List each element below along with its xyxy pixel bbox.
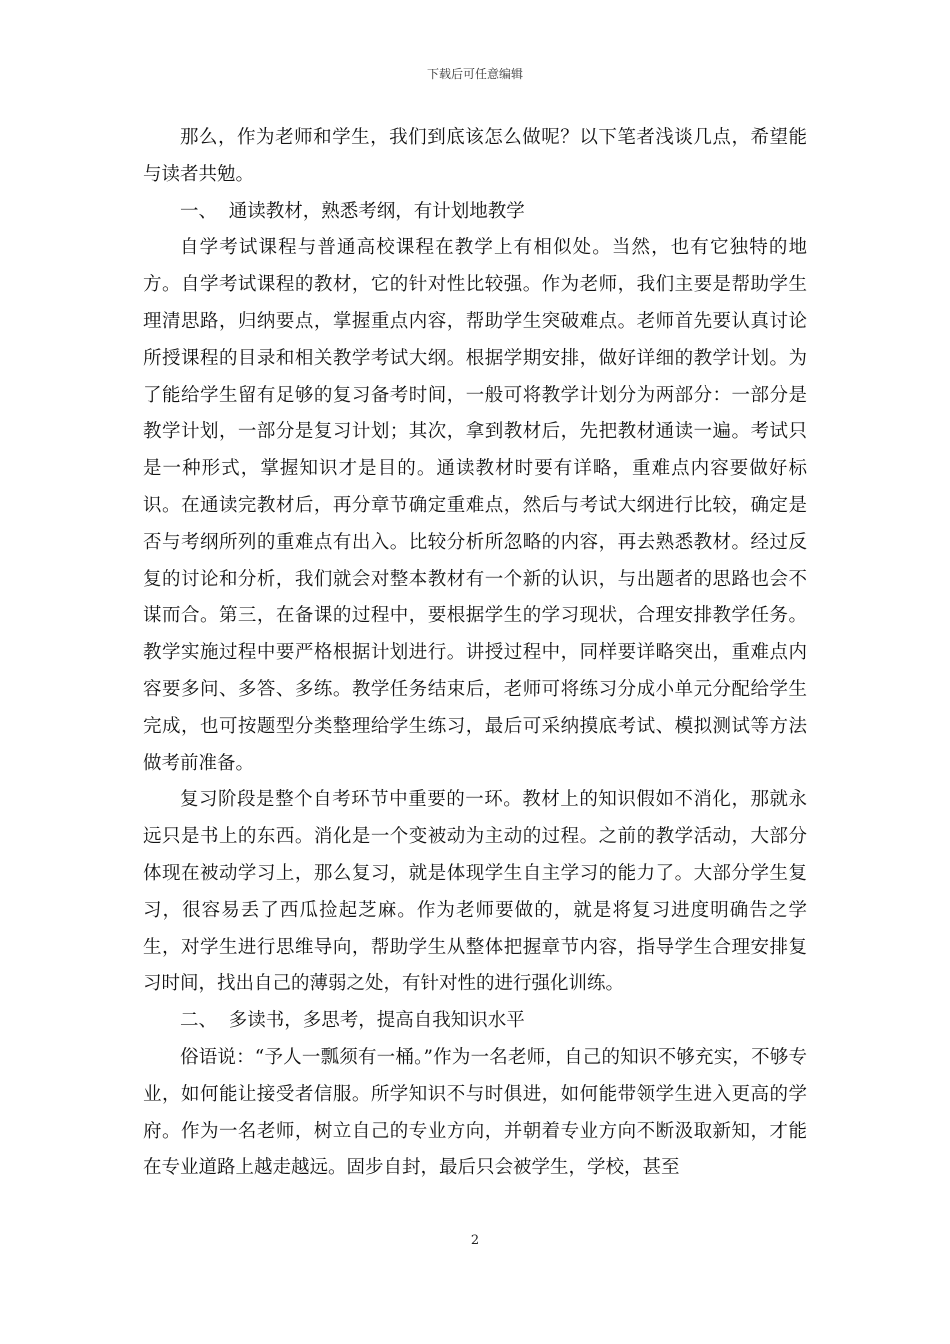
paragraph-section-2-a: 俗语说：“予人一瓢须有一桶。”作为一名老师，自己的知识不够充实，不够专业，如何能让接受者信服。所学知识不与时俱进，如何能带领学生进入更高的学府。作为一名老师，树立自己的专业方向，并朝着专业方向不断汲取新知，才能在专业道路上越走越远。固步自封，最后只会被学生，学校，甚至 [143, 1046, 807, 1179]
page-header: 下载后可任意编辑 [426, 67, 523, 81]
page-number: 2 [470, 1233, 480, 1248]
section-heading-1: 一、 通读教材，熟悉考纲，有计划地教学 [180, 200, 525, 222]
paragraph-intro: 那么，作为老师和学生，我们到底该怎么做呢？以下笔者浅谈几点，希望能与读者共勉。 [143, 127, 807, 185]
document-body [143, 120, 807, 1187]
paragraph-section-1-a: 自学考试课程与普通高校课程在教学上有相似处。当然，也有它独特的地方。自学考试课程的教材，它的针对性比较强。作为老师，我们主要是帮助学生理清思路，归纳要点，掌握重点内容，帮助学生突破难点。老师首先要认真讨论所授课程的目录和相关教学考试大纲。根据学期安排，做好详细的教学计划。为了能给学生留有足够的复习备考时间，一般可将教学计划分为两部分：一部分是教学计划，一部分是复习计划；其次，拿到教材后，先把教材通读一遍。考试只是一种形式，掌握知识才是目的。通读教材时要有详略，重难点内容要做好标识。在通读完教材后，再分章节确定重难点，然后与考试大纲进行比较，确定是否与考纲所列的重难点有出入。比较分析所忽略的内容，再去熟悉教材。经过反复的讨论和分析，我们就会对整本教材有一个新的认识，与出题者的思路也会不谋而合。第三，在备课的过程中，要根据学生的学习现状，合理安排教学任务。教学实施过程中要严格根据计划进行。讲授过程中，同样要详略突出，重难点内容要多问、多答、多练。教学任务结束后，老师可将练习分成小单元分配给学生完成，也可按题型分类整理给学生练习，最后可采纳摸底考试、模拟测试等方法做考前准备。 [143, 237, 807, 774]
section-heading-2: 二、 多读书，多思考，提高自我知识水平 [180, 1010, 525, 1032]
paragraph-section-1-b: 复习阶段是整个自考环节中重要的一环。教材上的知识假如不消化，那就永远只是书上的东西。消化是一个变被动为主动的过程。之前的教学活动，大部分体现在被动学习上，那么复习，就是体现学生自主学习的能力了。大部分学生复习，很容易丢了西瓜捡起芝麻。作为老师要做的，就是将复习进度明确告之学生，对学生进行思维导向，帮助学生从整体把握章节内容，指导学生合理安排复习时间，找出自己的薄弱之处，有针对性的进行强化训练。 [143, 789, 807, 995]
